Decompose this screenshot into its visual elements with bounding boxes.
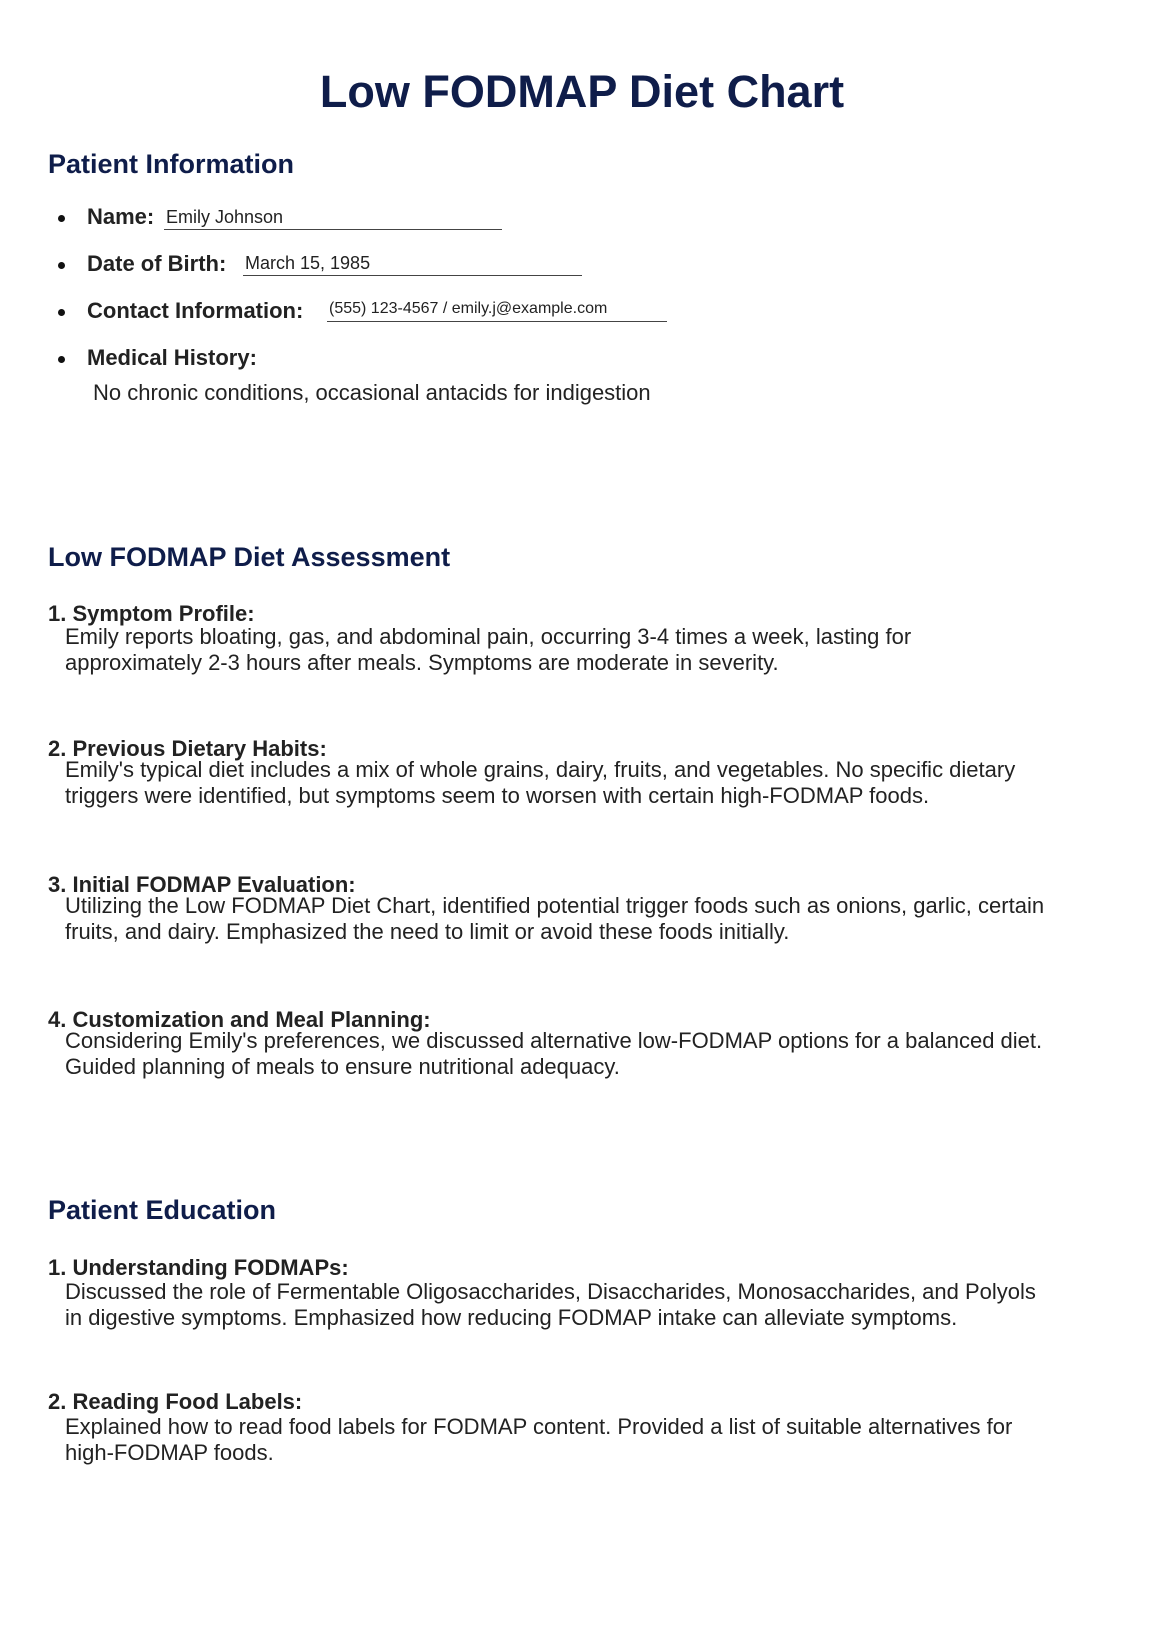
medical-history-text: No chronic conditions, occasional antacids for indigestion bbox=[93, 380, 651, 405]
dob-field[interactable]: March 15, 1985 bbox=[243, 251, 582, 276]
medical-history-label: Medical History: bbox=[87, 345, 257, 370]
contact-label: Contact Information: bbox=[87, 298, 304, 323]
bullet-icon bbox=[58, 262, 65, 269]
education-item-line: high-FODMAP foods. bbox=[65, 1440, 274, 1465]
name-field[interactable]: Emily Johnson bbox=[164, 205, 502, 230]
name-label: Name: bbox=[87, 204, 155, 229]
education-item-line: Explained how to read food labels for FODMAP content. Provided a list of suitable alternatives for bbox=[65, 1414, 1013, 1439]
contact-field[interactable]: (555) 123-4567 / emily.j@example.com bbox=[327, 297, 667, 322]
assessment-item-line: approximately 2-3 hours after meals. Symptoms are moderate in severity. bbox=[65, 650, 779, 675]
education-item-title: 2. Reading Food Labels: bbox=[48, 1389, 303, 1414]
assessment-item-body bbox=[65, 757, 1145, 809]
assessment-heading: Low FODMAP Diet Assessment bbox=[48, 542, 451, 572]
assessment-item-line: Guided planning of meals to ensure nutritional adequacy. bbox=[65, 1054, 620, 1079]
education-item-title: 1. Understanding FODMAPs: bbox=[48, 1255, 349, 1280]
assessment-item-body bbox=[65, 1028, 1145, 1080]
bullet-icon bbox=[58, 309, 65, 316]
assessment-item-title: 4. Customization and Meal Planning: bbox=[48, 1007, 431, 1032]
assessment-item-body bbox=[65, 893, 1145, 945]
patient-information-heading: Patient Information bbox=[48, 149, 295, 179]
assessment-item-body bbox=[65, 624, 1145, 676]
education-item-line: Discussed the role of Fermentable Oligosaccharides, Disaccharides, Monosaccharides, and Polyols bbox=[65, 1279, 1036, 1304]
education-item-line: in digestive symptoms. Emphasized how reducing FODMAP intake can alleviate symptoms. bbox=[65, 1305, 958, 1330]
dob-label: Date of Birth: bbox=[87, 251, 227, 276]
assessment-item-title: 1. Symptom Profile: bbox=[48, 601, 255, 626]
document-title: Low FODMAP Diet Chart bbox=[319, 66, 845, 117]
assessment-item-line: Emily reports bloating, gas, and abdominal pain, occurring 3-4 times a week, lasting for bbox=[65, 624, 912, 649]
assessment-item-line: fruits, and dairy. Emphasized the need to limit or avoid these foods initially. bbox=[65, 919, 790, 944]
assessment-item-title: 3. Initial FODMAP Evaluation: bbox=[48, 872, 356, 897]
assessment-item-title: 2. Previous Dietary Habits: bbox=[48, 736, 327, 761]
education-item-body bbox=[65, 1414, 1145, 1466]
assessment-item-line: Considering Emily's preferences, we discussed alternative low-FODMAP options for a balanced diet. bbox=[65, 1028, 1043, 1053]
assessment-item-line: triggers were identified, but symptoms seem to worsen with certain high-FODMAP foods. bbox=[65, 783, 930, 808]
bullet-icon bbox=[58, 356, 65, 363]
assessment-item-line: Utilizing the Low FODMAP Diet Chart, identified potential trigger foods such as onions, garlic, certain bbox=[65, 893, 1045, 918]
education-item-body bbox=[65, 1279, 1145, 1331]
bullet-icon bbox=[58, 215, 65, 222]
education-heading: Patient Education bbox=[48, 1195, 277, 1225]
assessment-item-line: Emily's typical diet includes a mix of whole grains, dairy, fruits, and vegetables. No specific dietary bbox=[65, 757, 1016, 782]
